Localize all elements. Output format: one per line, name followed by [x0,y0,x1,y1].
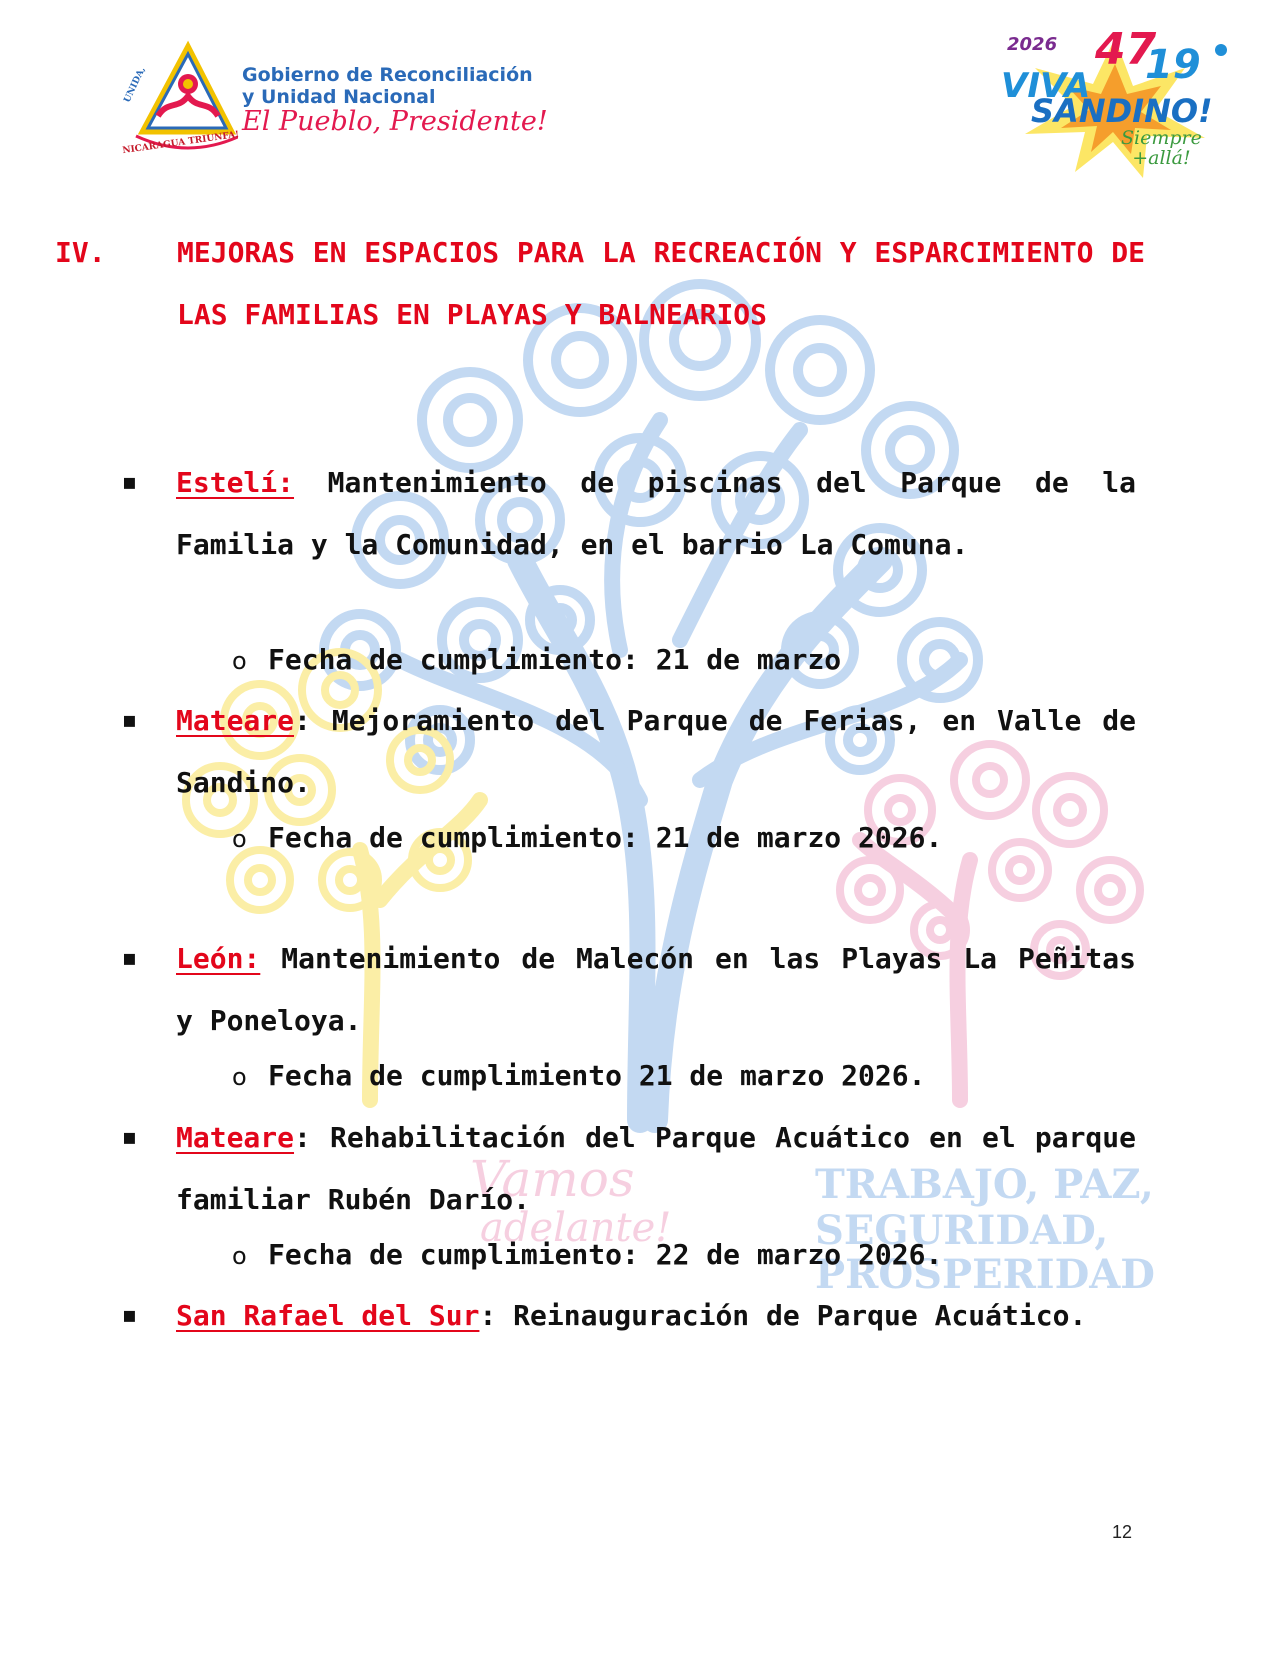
vamos-slogan-line1: Vamos [470,1150,635,1208]
item-date: Fecha de cumplimiento: 22 de marzo 2026. [268,1238,943,1271]
item-text: : Mejoramiento del Parque de Ferias, en Valle de Sandino. [176,704,1136,799]
bullet-icon: ▪ [122,946,137,971]
item-date: Fecha de cumplimiento: 21 de marzo [268,643,842,676]
trabajo-slogan-line2: SEGURIDAD, [815,1207,1109,1254]
list-item [122,928,1136,1052]
circle-bullet-icon: o [232,1242,247,1270]
item-text: Mantenimiento de Malecón en las Playas La Peñitas y Poneloya. [176,942,1136,1037]
anniversary-sandino: SANDINO! [1031,92,1213,130]
bullet-icon: ▪ [122,1125,137,1150]
item-place: Estelí: [176,466,295,499]
list-subitem [232,629,1132,692]
list-item [122,1285,1136,1347]
item-place: San Rafael del Sur [176,1299,480,1332]
anniversary-siempre-line1: Siempre [1121,127,1202,149]
page-number: 12 [1112,1522,1133,1542]
circle-bullet-icon: o [232,1063,247,1091]
government-name-line2: y Unidad Nacional [242,86,436,108]
item-date: Fecha de cumplimiento 21 de marzo 2026. [268,1059,926,1092]
vamos-slogan-line2: adelante! [480,1205,672,1251]
item-place: Mateare [176,1121,295,1154]
government-name-line1: Gobierno de Reconciliación [242,64,533,86]
trabajo-slogan-line3: PROSPERIDAD [815,1251,1155,1298]
item-date: Fecha de cumplimiento: 21 de marzo 2026. [268,821,943,854]
anniversary-19: 19 [1145,42,1201,88]
trabajo-slogan-line1: TRABAJO, PAZ, [815,1161,1154,1208]
item-place: León: [176,942,261,975]
list-subitem [232,807,1132,870]
circle-bullet-icon: o [232,647,247,675]
anniversary-47: 47 [1095,24,1157,75]
list-item [122,690,1136,814]
government-motto: El Pueblo, Presidente! [242,106,548,137]
item-text: : Rehabilitación del Parque Acuático en el parque familiar Rubén Darío. [176,1121,1136,1216]
bullet-icon: ▪ [122,708,137,733]
section-title: MEJORAS EN ESPACIOS PARA LA RECREACIÓN Y ESPARCIMIENTO DE LAS FAMILIAS EN PLAYAS Y BALNEARIOS [177,236,1145,331]
bullet-icon: ▪ [122,470,137,495]
item-text: : Reinauguración de Parque Acuático. [479,1299,1087,1332]
list-item [122,1107,1136,1231]
list-subitem [232,1224,1132,1287]
anniversary-viva: VIVA [1001,66,1091,106]
anniversary-siempre-line2: +allá! [1132,147,1191,169]
section-number: IV. [55,236,106,269]
list-item [122,452,1136,576]
anniversary-year: 2026 [1007,34,1058,55]
item-place: Mateare [176,704,295,737]
nicaragua-triunfa-text: NICARAGUA TRIUNFA! [121,129,240,157]
bullet-icon: ▪ [122,1303,137,1328]
item-text: Mantenimiento de piscinas del Parque de la Familia y la Comunidad, en el barrio La Comuna. [176,466,1136,561]
circle-bullet-icon: o [232,825,247,853]
unida-text: UNIDA, [122,65,148,105]
list-subitem [232,1045,1132,1108]
